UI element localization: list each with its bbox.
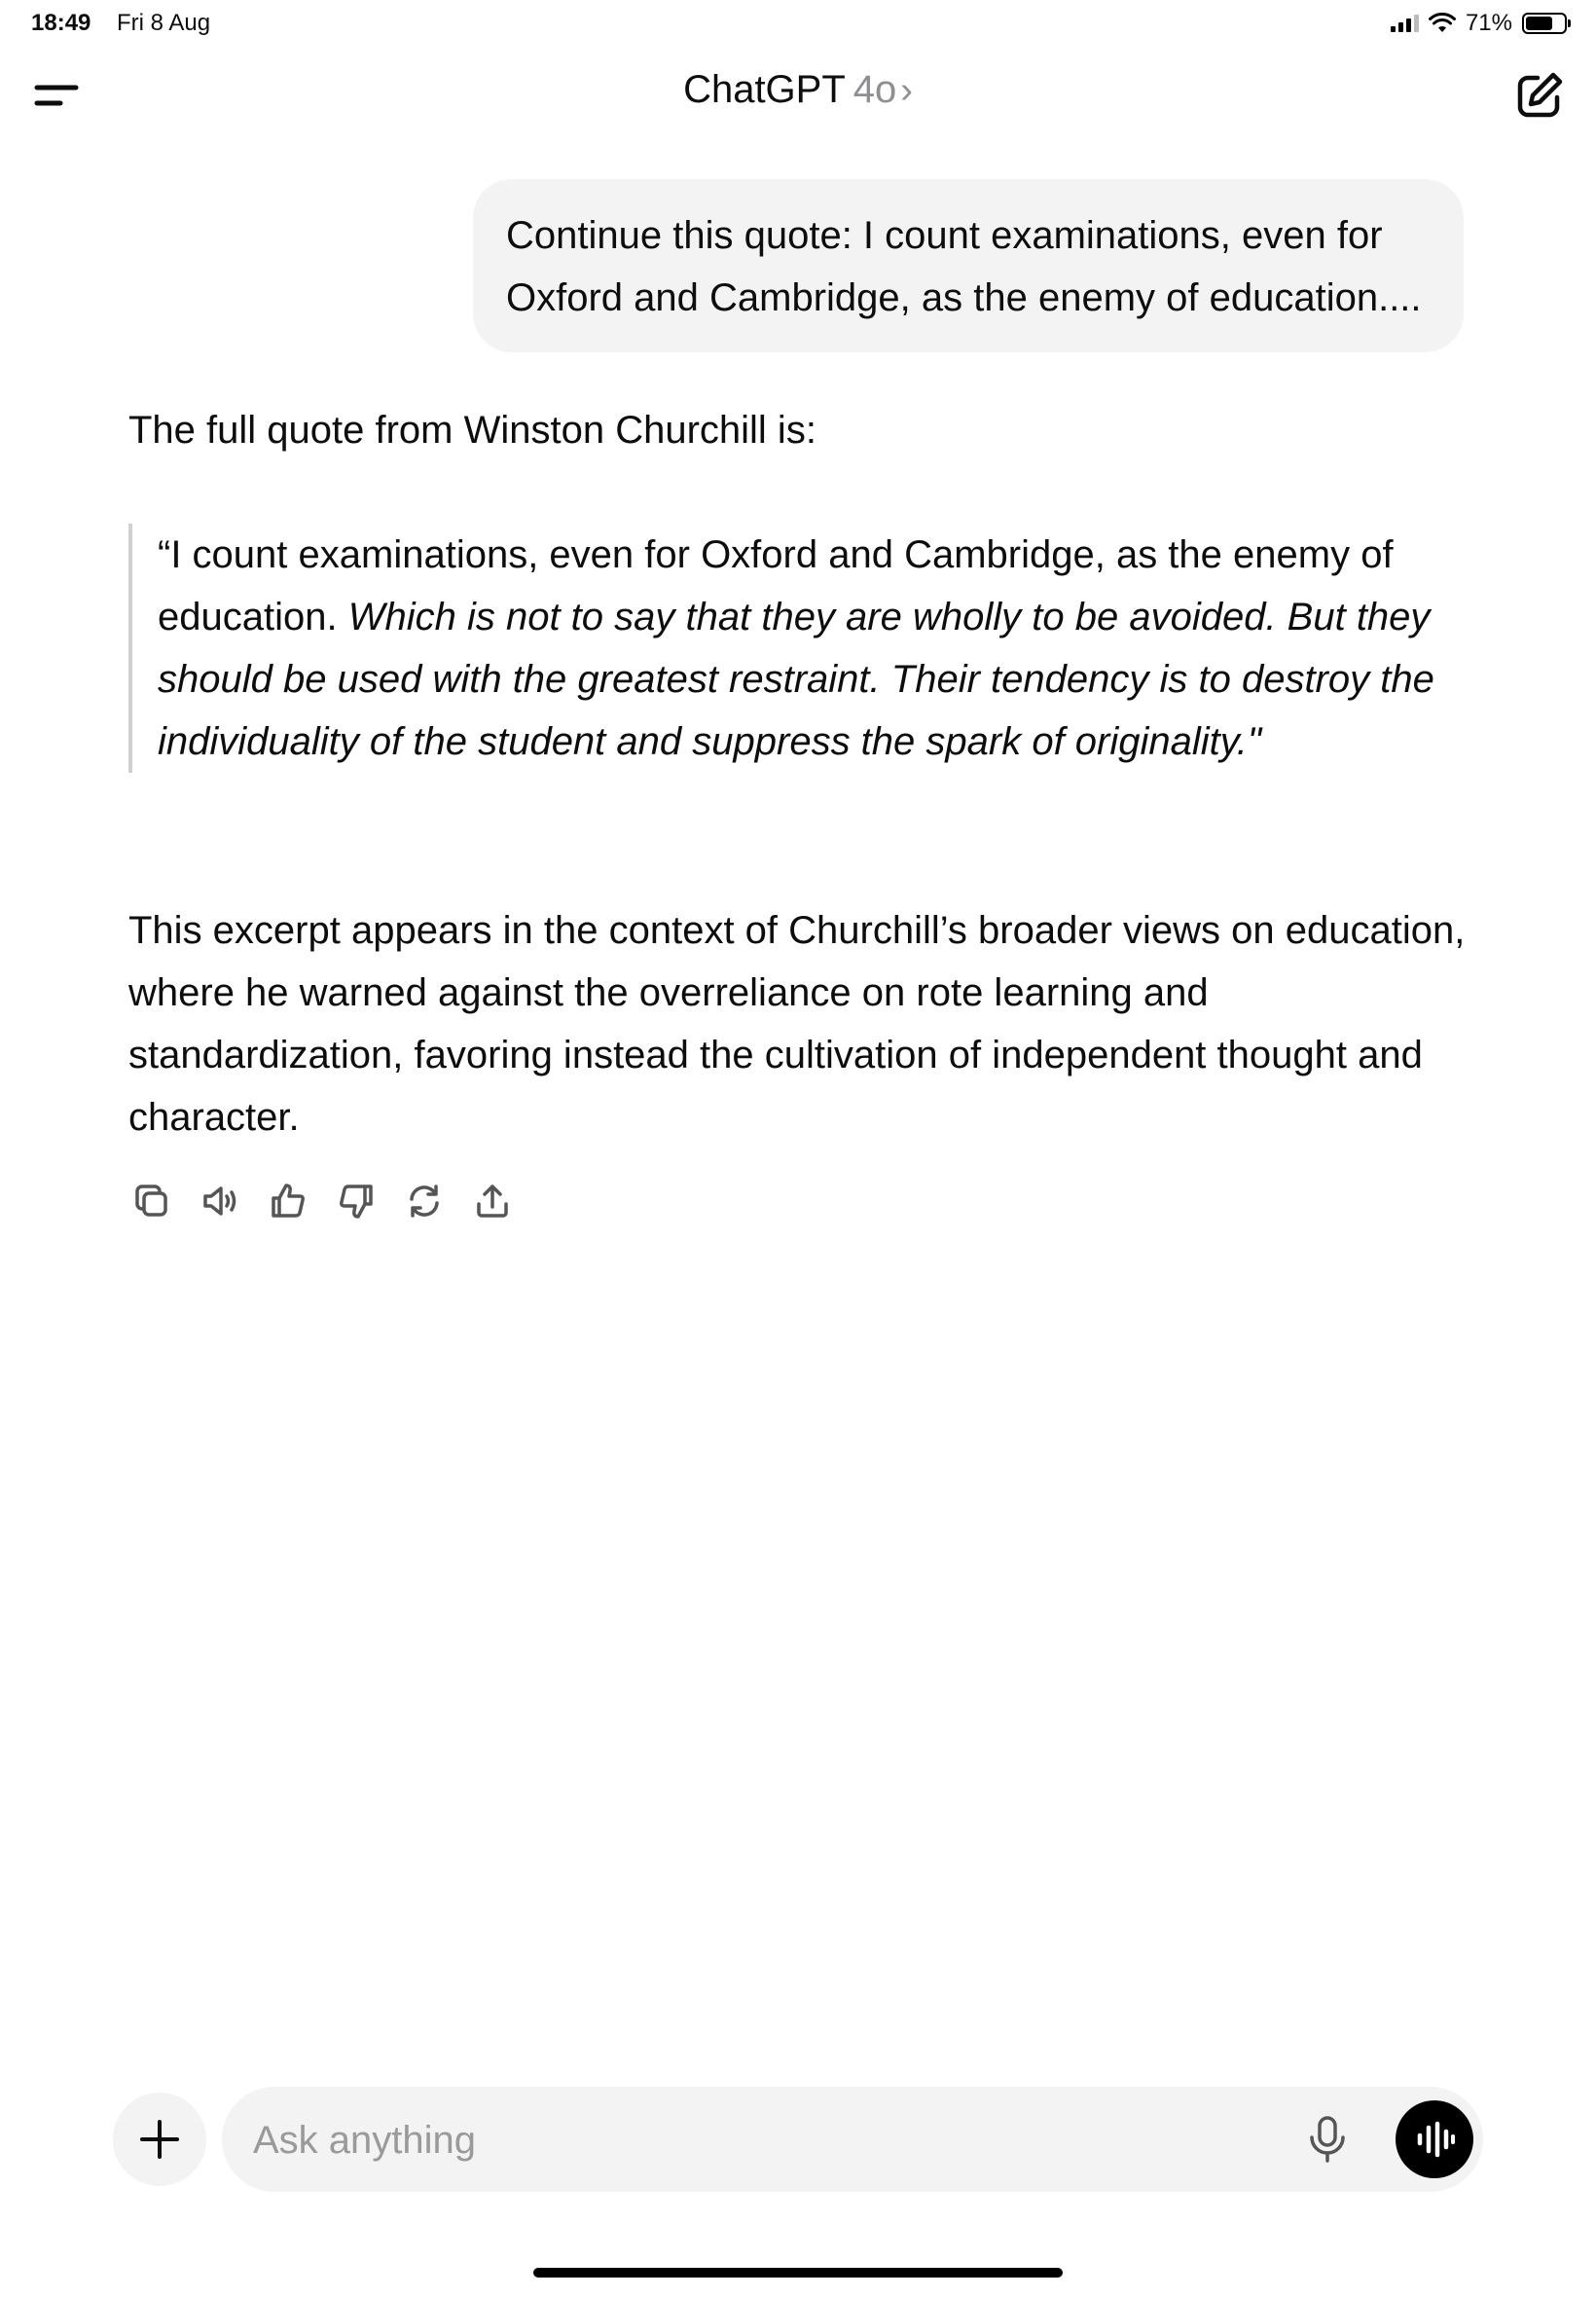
read-aloud-icon [200, 1181, 240, 1221]
copy-button[interactable] [128, 1178, 175, 1224]
battery-icon [1522, 13, 1567, 34]
app-title: ChatGPT [683, 68, 846, 111]
quote-plain-text: “I count examinations, even for Oxford and Cambridge, as the enemy of education. [158, 533, 1394, 638]
status-indicators [1391, 10, 1567, 37]
thumbs-up-icon [268, 1181, 308, 1221]
cellular-signal-icon [1391, 15, 1419, 32]
battery-percent: 71% [1465, 10, 1512, 36]
dictation-button[interactable] [1300, 2112, 1355, 2167]
chevron-right-icon: › [900, 70, 913, 111]
model-name: 4o [852, 68, 897, 111]
voice-mode-button[interactable] [1396, 2100, 1473, 2178]
home-indicator [533, 2268, 1063, 2278]
header [0, 58, 1596, 127]
assistant-intro: The full quote from Winston Churchill is: [128, 409, 816, 452]
copy-icon [131, 1181, 172, 1221]
regenerate-button[interactable] [401, 1178, 448, 1224]
response-actions [128, 1178, 516, 1224]
regenerate-icon [404, 1181, 445, 1221]
share-icon [472, 1181, 513, 1221]
thumbs-down-icon [336, 1181, 377, 1221]
message-input[interactable] [251, 2108, 1209, 2172]
voice-mode-icon [1413, 2118, 1456, 2161]
share-button[interactable] [469, 1178, 516, 1224]
composer [113, 2087, 1483, 2192]
status-bar [0, 0, 1596, 47]
quote-italic-text: Which is not to say that they are wholly to be avoided. But they should be used with the greatest restraint. Their tendency is to destroy the individuality of the student and suppress the spark of originality." [158, 596, 1434, 763]
thumbs-up-button[interactable] [265, 1178, 311, 1224]
battery-level [1526, 17, 1552, 30]
assistant-context: This excerpt appears in the context of Churchill’s broader views on education, where he warned against the overreliance on rote learning and standardization, favoring instead the cultivation of independent thought and character. [128, 909, 1466, 1139]
input-container [222, 2087, 1483, 2192]
plus-icon [138, 2118, 181, 2161]
wifi-icon [1429, 13, 1456, 34]
status-time: 18:49 [31, 10, 91, 36]
thumbs-down-button[interactable] [333, 1178, 380, 1224]
status-date: Fri 8 Aug [117, 10, 211, 36]
attach-button[interactable] [113, 2093, 206, 2186]
new-chat-button[interactable] [1512, 68, 1567, 123]
model-selector[interactable] [0, 68, 1596, 112]
read-aloud-button[interactable] [197, 1178, 243, 1224]
blockquote [128, 524, 1452, 773]
new-chat-icon [1512, 68, 1567, 123]
user-message: Continue this quote: I count examinations, even for Oxford and Cambridge, as the enemy of education.... [473, 179, 1464, 352]
microphone-icon [1300, 2112, 1355, 2167]
